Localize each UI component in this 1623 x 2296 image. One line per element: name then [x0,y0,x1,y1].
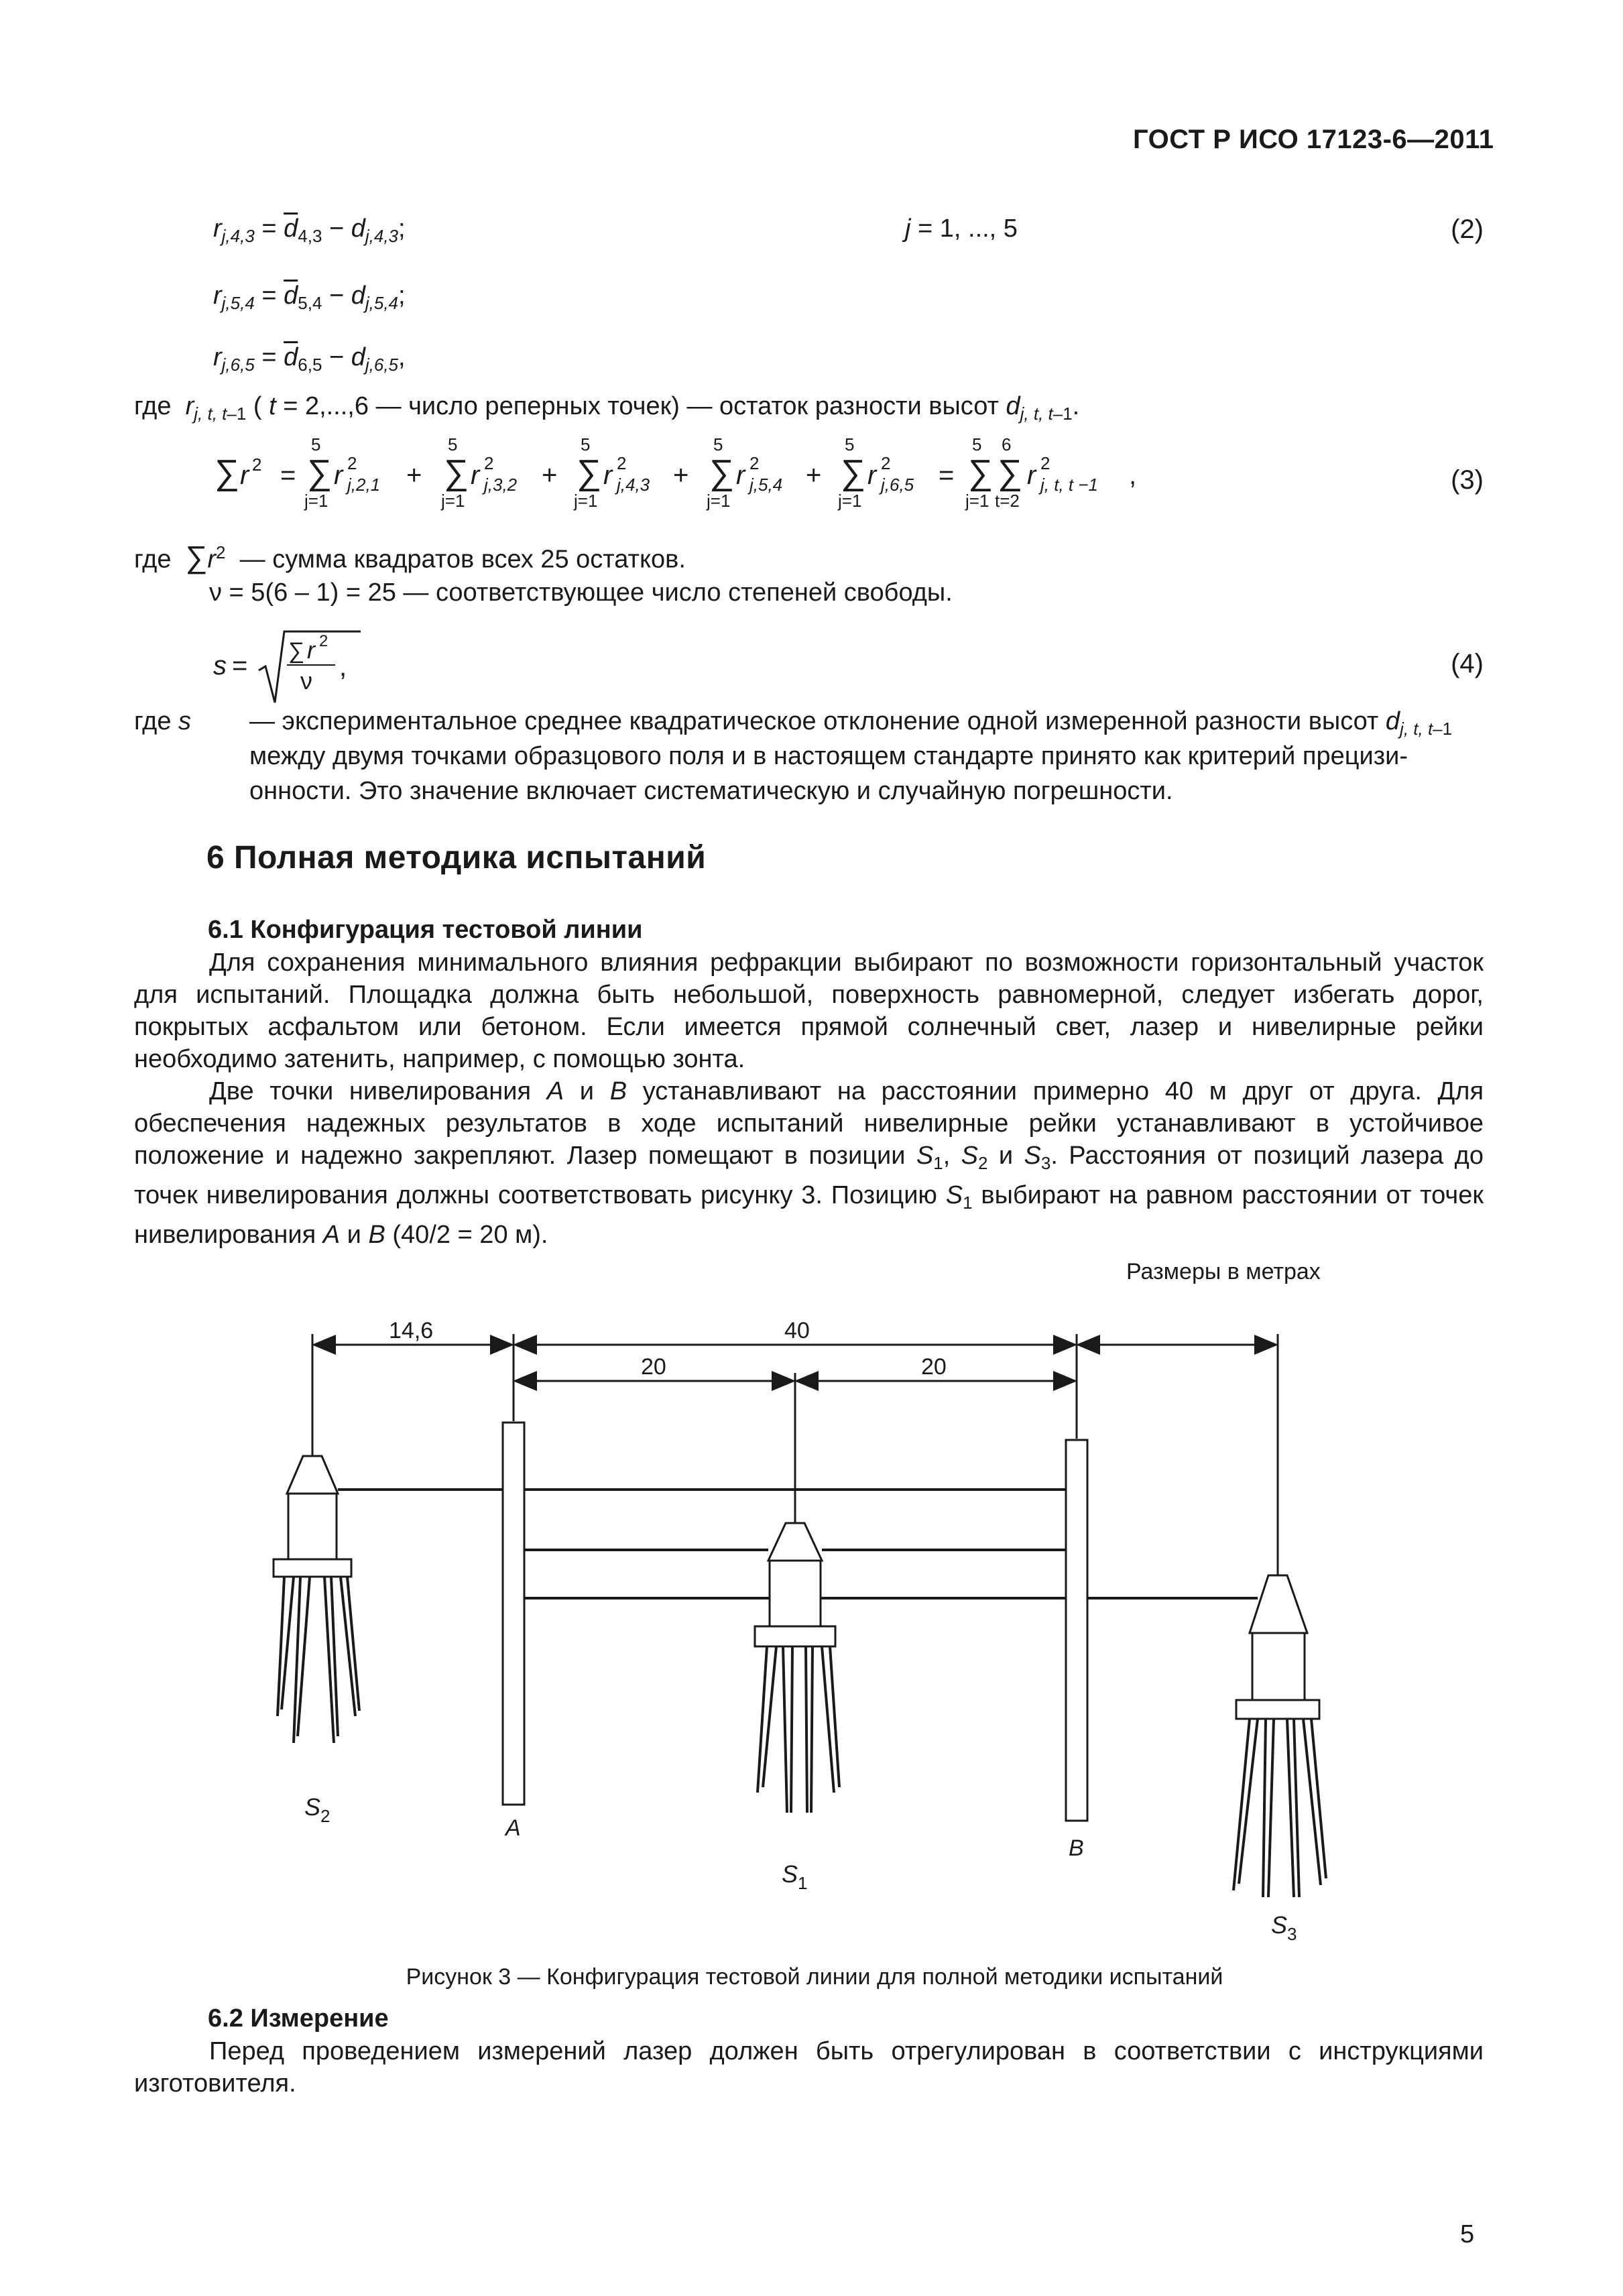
figure-3-test-line-diagram [255,1314,1327,1951]
svg-text:r: r [471,461,480,490]
svg-text:2: 2 [319,632,328,650]
svg-text:∑: ∑ [841,453,866,492]
dimension-20-right-label: 20 [921,1354,947,1380]
equation-2-line-2: $r_{j,5,4} = \overline{d}_{5,4} - d_{j,5,4}$; [213,282,406,313]
laser-s1 [755,1523,839,1813]
svg-text:=: = [232,651,248,680]
svg-text:j=1: j=1 [574,491,598,511]
equation-4-number: (4) [1451,649,1484,678]
svg-text:∑: ∑ [444,453,469,492]
dimension-14-6-label: 14,6 [389,1318,434,1343]
equation-2-j-range: j = 1, ..., 5 [905,215,1018,243]
svg-text:2: 2 [881,453,891,473]
where-note-3-line-1: — экспериментальное среднее квадратическое отклонение одной измеренной разности высот $d_{j, t, t-1}$ [249,707,1453,739]
svg-text:r: r [240,461,249,490]
label-s1: $S_1$ [782,1860,808,1893]
svg-text:∑: ∑ [998,453,1023,492]
svg-text:∑: ∑ [288,638,305,664]
svg-text:,: , [1129,461,1137,490]
svg-text:∑: ∑ [307,453,333,492]
where-note-1: где $r_{j, t, t-1}$ ( t = 2,...,6 — число реперных точек) — остаток разности высот $d_{j, t, t-1}$. [134,392,1080,424]
svg-text:j,2,1: j,2,1 [347,475,381,495]
svg-text:∑: ∑ [215,453,240,492]
svg-text:r: r [867,461,877,490]
svg-text:∑: ∑ [577,453,602,492]
where-note-3-line-2: между двумя точками образцового поля и в настоящем стандарте принято как критерий прецизи- [249,742,1408,770]
svg-text:+: + [542,461,558,490]
dimension-20-left-label: 20 [641,1354,666,1380]
label-b: B [1069,1835,1084,1861]
equation-3 [201,429,1173,516]
paragraph-1: Для сохранения минимального влияния рефракции выбирают по возможности горизонтальный участок для испытаний. Площадка должна быть небольшой, поверхность равномерной, следует избегать дорог, покрытых асфальтом или бетоном. Если имеется прямой солнечный свет, лазер и нивелирные рейки необходимо затенить, например, с помощью зонта. [134,949,1484,1073]
svg-text:2: 2 [617,453,627,473]
svg-text:2: 2 [1040,453,1050,473]
svg-text:5: 5 [713,434,723,455]
svg-text:t=2: t=2 [995,491,1020,511]
equation-2-number: (2) [1451,215,1484,244]
svg-text:∑: ∑ [968,453,994,492]
svg-text:5: 5 [845,434,855,455]
svg-text:r: r [603,461,613,490]
page-number: 5 [1460,2220,1475,2248]
svg-text:j,3,2: j,3,2 [484,475,518,495]
svg-text:5: 5 [581,434,591,455]
svg-text:6: 6 [1002,434,1012,455]
svg-text:j=1: j=1 [441,491,465,511]
laser-s2 [274,1456,359,1743]
section-6-2-body [134,2035,1484,2100]
section-6-2-paragraph: Перед проведением измерений лазер должен быть отрегулирован в соответствии с инструкциями изготовителя. [134,2037,1484,2098]
equation-3-number: (3) [1451,465,1484,495]
degrees-of-freedom-line: ν = 5(6 – 1) = 25 — соответствующее число степеней свободы. [209,579,953,607]
figure-3-caption: Рисунок 3 — Конфигурация тестовой линии для полной методики испытаний [406,1964,1223,1990]
section-6-1-title: 6.1 Конфигурация тестовой линии [208,916,643,944]
label-s2: $S_2$ [304,1793,330,1826]
svg-text:r: r [307,636,315,664]
svg-text:j=1: j=1 [707,491,731,511]
svg-text:=: = [280,461,296,490]
where-note-2: где $\sum r^2$ — сумма квадратов всех 25 остатков. [134,539,686,575]
svg-text:j,4,3: j,4,3 [617,475,650,495]
label-a: A [505,1815,521,1841]
svg-text:+: + [406,461,422,490]
figure-3-units-note: Размеры в метрах [1126,1259,1321,1284]
svg-text:j=1: j=1 [965,491,989,511]
svg-text:2: 2 [347,453,357,473]
svg-text:,: , [339,652,347,682]
svg-text:s: s [213,651,227,680]
paragraph-2: Две точки нивелирования A и B устанавливают на расстоянии примерно 40 м друг от друга. Для обеспечения надежных результатов в ходе испытаний нивелирные рейки устанавливают в устойчивое положение и надежно закрепляют. Лазер помещают в позиции $S_1$, $S_2$ и $S_3$. Расстояния от позиций лазера до точек нивелирования должны соответствовать рисунку 3. Позицию $S_1$ выбирают на равном расстоянии от точек нивелирования A и B (40/2 = 20 м). [134,1077,1484,1249]
svg-text:5: 5 [448,434,458,455]
section-6-title: 6 Полная методика испытаний [206,840,707,875]
label-s3: $S_3$ [1271,1911,1297,1944]
levelling-rod-a [503,1423,524,1805]
dimension-40-label: 40 [784,1318,810,1343]
svg-text:j, t, t −1: j, t, t −1 [1040,475,1098,495]
equation-2-line-1: $r_{j,4,3} = \overline{d}_{4,3} - d_{j,4,3}$; [213,215,406,246]
svg-text:2: 2 [252,455,262,475]
where-note-3-prefix: где s [134,707,192,735]
svg-text:r: r [334,461,343,490]
svg-text:5: 5 [311,434,321,455]
svg-text:r: r [736,461,745,490]
svg-text:j=1: j=1 [304,491,328,511]
svg-text:2: 2 [749,453,760,473]
laser-s3 [1234,1575,1326,1897]
svg-text:r: r [1027,461,1036,490]
where-note-3-line-3: онности. Это значение включает систематическую и случайную погрешности. [249,777,1173,805]
svg-text:=: = [939,461,955,490]
document-header: ГОСТ Р ИСО 17123-6—2011 [1133,125,1494,154]
svg-text:5: 5 [972,434,982,455]
svg-text:∑: ∑ [709,453,735,492]
levelling-rod-b [1066,1440,1087,1821]
svg-text:j,5,4: j,5,4 [749,475,783,495]
svg-text:2: 2 [484,453,494,473]
svg-text:ν: ν [300,667,312,694]
section-6-2-title: 6.2 Измерение [208,2004,389,2033]
svg-text:j=1: j=1 [838,491,862,511]
svg-text:j,6,5: j,6,5 [881,475,914,495]
svg-text:+: + [673,461,689,490]
equation-2-line-3: $r_{j,6,5} = \overline{d}_{6,5} - d_{j,6,5}$, [213,343,406,375]
section-6-1-body [134,947,1484,1251]
equation-4 [201,623,402,711]
svg-text:+: + [806,461,822,490]
